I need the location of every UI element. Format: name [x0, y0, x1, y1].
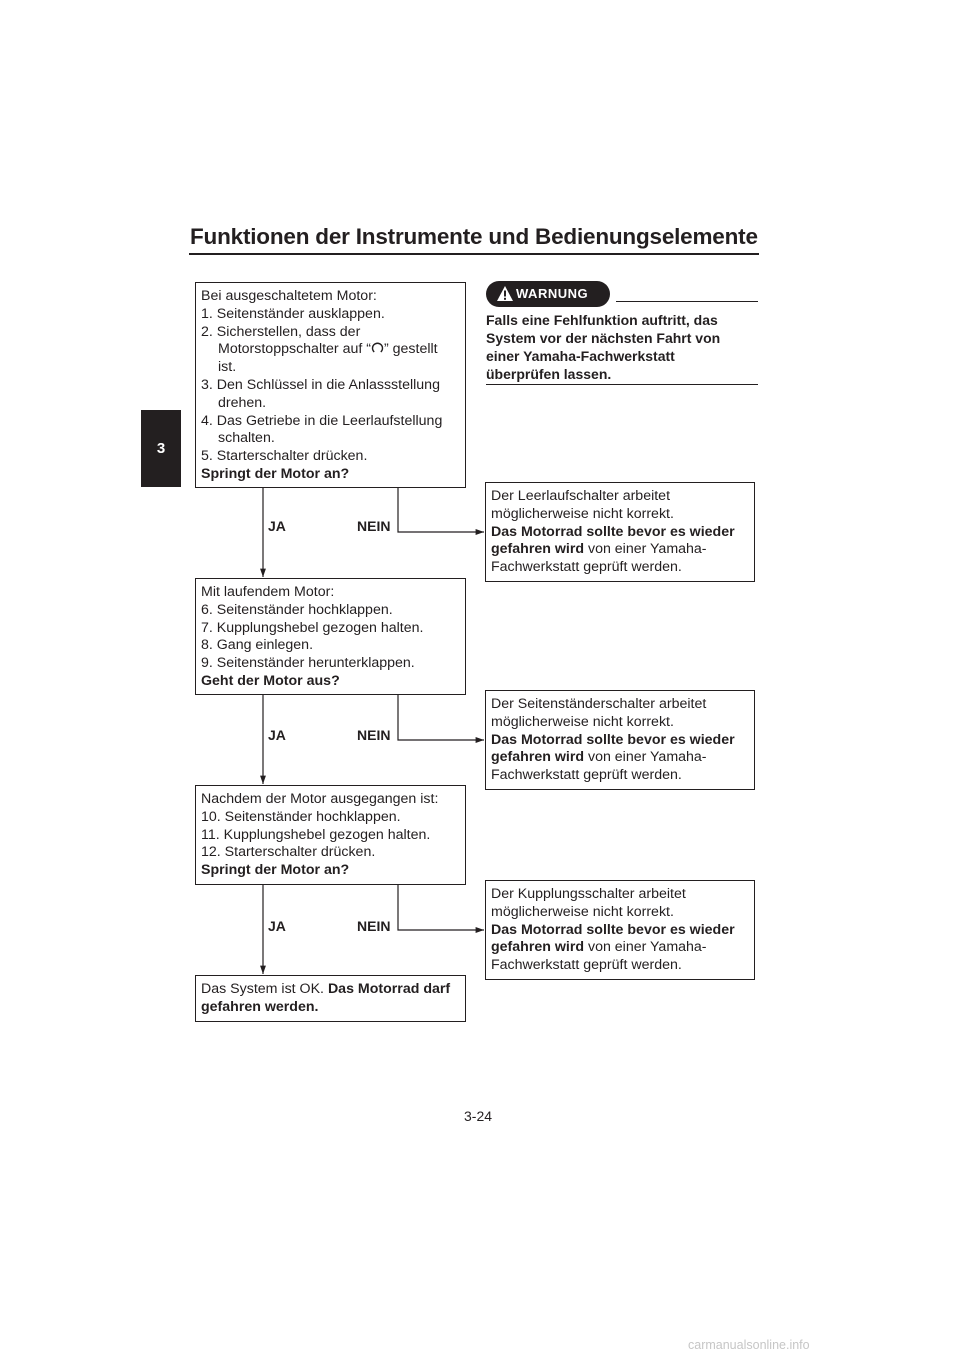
fault3-line-1: Der Kupplungsschalter arbeitet [491, 886, 686, 902]
fault3-line-2: möglicherweise nicht korrekt. [491, 903, 674, 920]
no-label-3: NEIN [357, 918, 391, 934]
warning-text [486, 311, 748, 383]
step1-line-5: ist. [218, 359, 237, 376]
step2-question: Geht der Motor aus? [201, 672, 340, 689]
no-connector-3 [398, 884, 484, 930]
chapter-tab: 3 [141, 410, 181, 487]
step1-line-9: schalten. [218, 430, 275, 447]
fault-box-neutral-switch [485, 482, 755, 582]
warning-line-2: System vor der nächsten Fahrt von [486, 330, 721, 346]
fault2-line-1: Der Seitenständerschalter arbeitet [491, 696, 707, 712]
no-label-1: NEIN [357, 518, 391, 534]
fault1-line-5: Fachwerkstatt geprüft werden. [491, 559, 682, 576]
fault2-bold-2: gefahren wird [491, 749, 585, 766]
flow-step-1-box [195, 282, 466, 488]
no-connector-2 [398, 694, 484, 740]
step1-line-4 [201, 341, 461, 359]
fault3-bold-1: Das Motorrad sollte bevor es wieder [491, 921, 735, 938]
step2-line-3: 7. Kupplungshebel gezogen halten. [201, 619, 424, 636]
warning-top-rule [616, 301, 758, 302]
yes-label-2: JA [268, 727, 286, 743]
engine-stop-symbol-icon [371, 341, 384, 354]
step3-line-3: 11. Kupplungshebel gezogen halten. [201, 826, 431, 843]
flow-step-3-box [195, 785, 466, 885]
warning-line-1: Falls eine Fehlfunktion auftritt, das [486, 312, 718, 328]
step1-line-2: 1. Seitenständer ausklappen. [201, 305, 385, 322]
fault2-bold-1: Das Motorrad sollte bevor es wieder [491, 731, 735, 748]
no-label-2: NEIN [357, 727, 391, 743]
step3-question: Springt der Motor an? [201, 862, 350, 879]
step1-line-7: drehen. [218, 394, 267, 411]
step3-line-1: Nachdem der Motor ausgegangen ist: [201, 791, 439, 807]
fault1-bold-1: Das Motorrad sollte bevor es wieder [491, 523, 735, 540]
step2-line-1: Mit laufendem Motor: [201, 584, 335, 600]
step1-question: Springt der Motor an? [201, 465, 350, 482]
warning-bottom-rule [486, 384, 758, 385]
page-number: 3-24 [464, 1108, 493, 1124]
final-bold-2: gefahren werden. [201, 998, 319, 1015]
warning-triangle-icon [496, 285, 514, 302]
fault-box-clutch-switch [485, 880, 755, 980]
step1-line-4a: Motorstoppschalter auf “ [218, 341, 371, 358]
warning-line-3: einer Yamaha-Fachwerkstatt [486, 348, 675, 364]
step1-line-6: 3. Den Schlüssel in die Anlassstellung [201, 376, 440, 393]
fault1-line-2: möglicherweise nicht korrekt. [491, 505, 674, 522]
final-text: Das System ist OK. [201, 981, 324, 997]
step3-line-4: 12. Starterschalter drücken. [201, 844, 376, 861]
step2-line-2: 6. Seitenständer hochklappen. [201, 601, 393, 618]
flow-final-box [195, 975, 466, 1022]
step1-line-1: Bei ausgeschaltetem Motor: [201, 288, 377, 304]
fault1-line-1: Der Leerlaufschalter arbeitet [491, 488, 671, 504]
step3-line-2: 10. Seitenständer hochklappen. [201, 808, 401, 825]
step2-line-5: 9. Seitenständer herunterklappen. [201, 655, 415, 672]
warning-label: WARNUNG [516, 286, 589, 301]
step1-line-4b: ” gestellt [383, 341, 438, 358]
step2-line-4: 8. Gang einlegen. [201, 637, 314, 654]
fault2-rest-2: von einer Yamaha- [584, 749, 707, 766]
fault2-line-5: Fachwerkstatt geprüft werden. [491, 767, 682, 784]
fault1-rest-2: von einer Yamaha- [584, 541, 707, 558]
yes-label-3: JA [268, 918, 286, 934]
fault3-rest-2: von einer Yamaha- [584, 939, 707, 956]
step1-line-3: 2. Sicherstellen, dass der [201, 323, 361, 340]
fault3-bold-2: gefahren wird [491, 939, 585, 956]
fault-box-sidestand-switch [485, 690, 755, 790]
yes-label-1: JA [268, 518, 286, 534]
warning-line-4: überprüfen lassen. [486, 366, 612, 382]
watermark: carmanualsonline.info [688, 1338, 810, 1352]
flow-step-2-box [195, 578, 466, 695]
page-title: Funktionen der Instrumente und Bedienungselemente [190, 224, 758, 249]
fault3-line-5: Fachwerkstatt geprüft werden. [491, 957, 682, 974]
warning-badge [486, 281, 610, 307]
final-bold-1: Das Motorrad darf [327, 981, 451, 997]
fault1-bold-2: gefahren wird [491, 541, 585, 558]
no-connector-1 [398, 487, 484, 532]
step1-line-10: 5. Starterschalter drücken. [201, 448, 368, 465]
fault2-line-2: möglicherweise nicht korrekt. [491, 713, 674, 730]
step1-line-8: 4. Das Getriebe in die Leerlaufstellung [201, 412, 443, 429]
